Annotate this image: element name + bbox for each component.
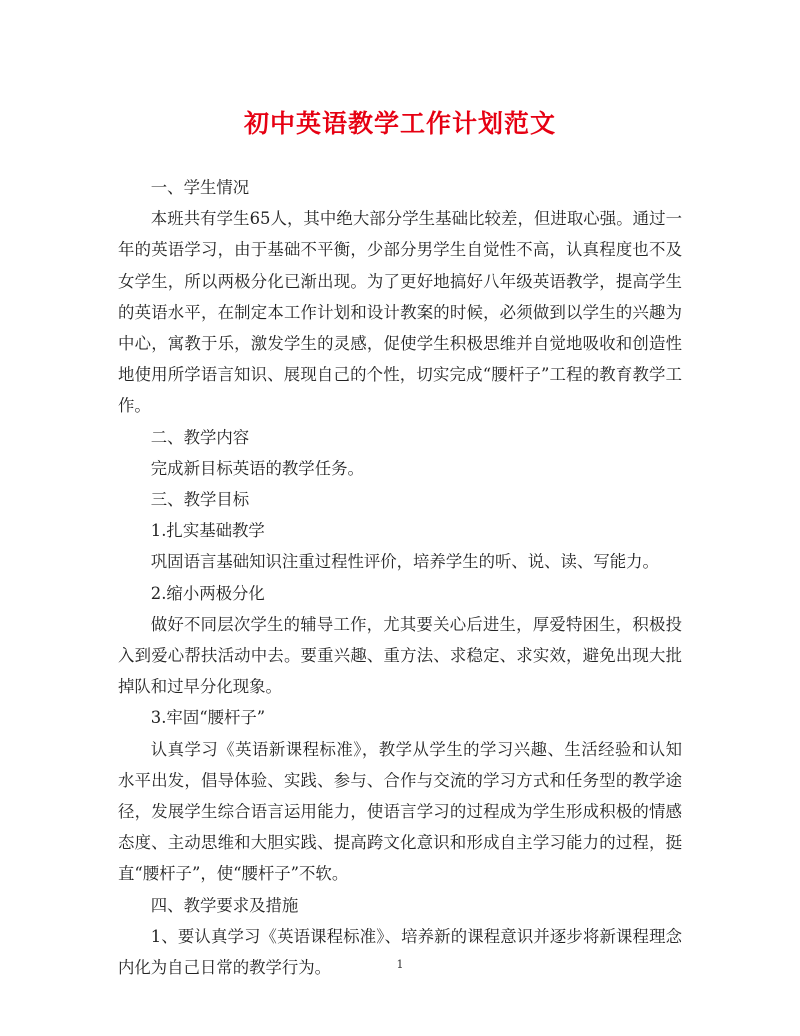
paragraph-teaching-content: 完成新目标英语的教学任务。 xyxy=(150,458,364,478)
document-body xyxy=(118,172,682,983)
paragraph-student-situation: 本班共有学生65人，其中绝大部分学生基础比较差，但进取心强。通过一年的英语学习，由于基础不平衡，少部分男学生自觉性不高，认真程度也不及女学生，所以两极分化已渐出现。为了更好地搞好八年级英语教学，提高学生的英语水平，在制定本工作计划和设计教案的时候，必须做到以学生的兴趣为中心，寓教于乐，激发学生的灵感，促使学生积极思维并自觉地吸收和创造性地使用所学语言知识、展现自己的个性，切实完成“腰杆子”工程的教育教学工作。 xyxy=(118,209,682,416)
section-heading-teaching-content: 二、教学内容 xyxy=(150,427,250,447)
page-number: 1 xyxy=(396,958,404,971)
paragraph-strengthen: 认真学习《英语新课程标准》，教学从学生的学习兴趣、生活经验和认知水平出发，倡导体验、实践、参与、合作与交流的学习方式和任务型的教学途径，发展学生综合语言运用能力，使语言学习的过程成为学生形成积极的情感态度、主动思维和大胆实践、提高跨文化意识和形成自主学习能力的过程，挺直“腰杆子”，使“腰杆子”不软。 xyxy=(118,739,682,884)
subheading-solid-foundation: 1.扎实基础教学 xyxy=(150,521,265,541)
document-title: 初中英语教学工作计划范文 xyxy=(243,109,556,138)
paragraph-solid-foundation: 巩固语言基础知识注重过程性评价，培养学生的听、说、读、写能力。 xyxy=(150,552,659,572)
subheading-strengthen: 3.牢固“腰杆子” xyxy=(150,708,266,728)
paragraph-narrow-gap: 做好不同层次学生的辅导工作，尤其要关心后进生，厚爱特困生，积极投入到爱心帮扶活动中去。要重兴趣、重方法、求稳定、求实效，避免出现大批掉队和过早分化现象。 xyxy=(118,614,682,697)
section-heading-student-situation: 一、学生情况 xyxy=(150,178,250,197)
section-heading-teaching-goals: 三、教学目标 xyxy=(150,490,250,510)
section-heading-requirements: 四、教学要求及措施 xyxy=(150,895,299,915)
paragraph-requirement-1: 1、要认真学习《英语课程标准》、培养新的课程意识并逐步将新课程理念内化为自己日常的教学行为。 xyxy=(118,926,682,978)
subheading-narrow-gap: 2.缩小两极分化 xyxy=(150,583,265,603)
